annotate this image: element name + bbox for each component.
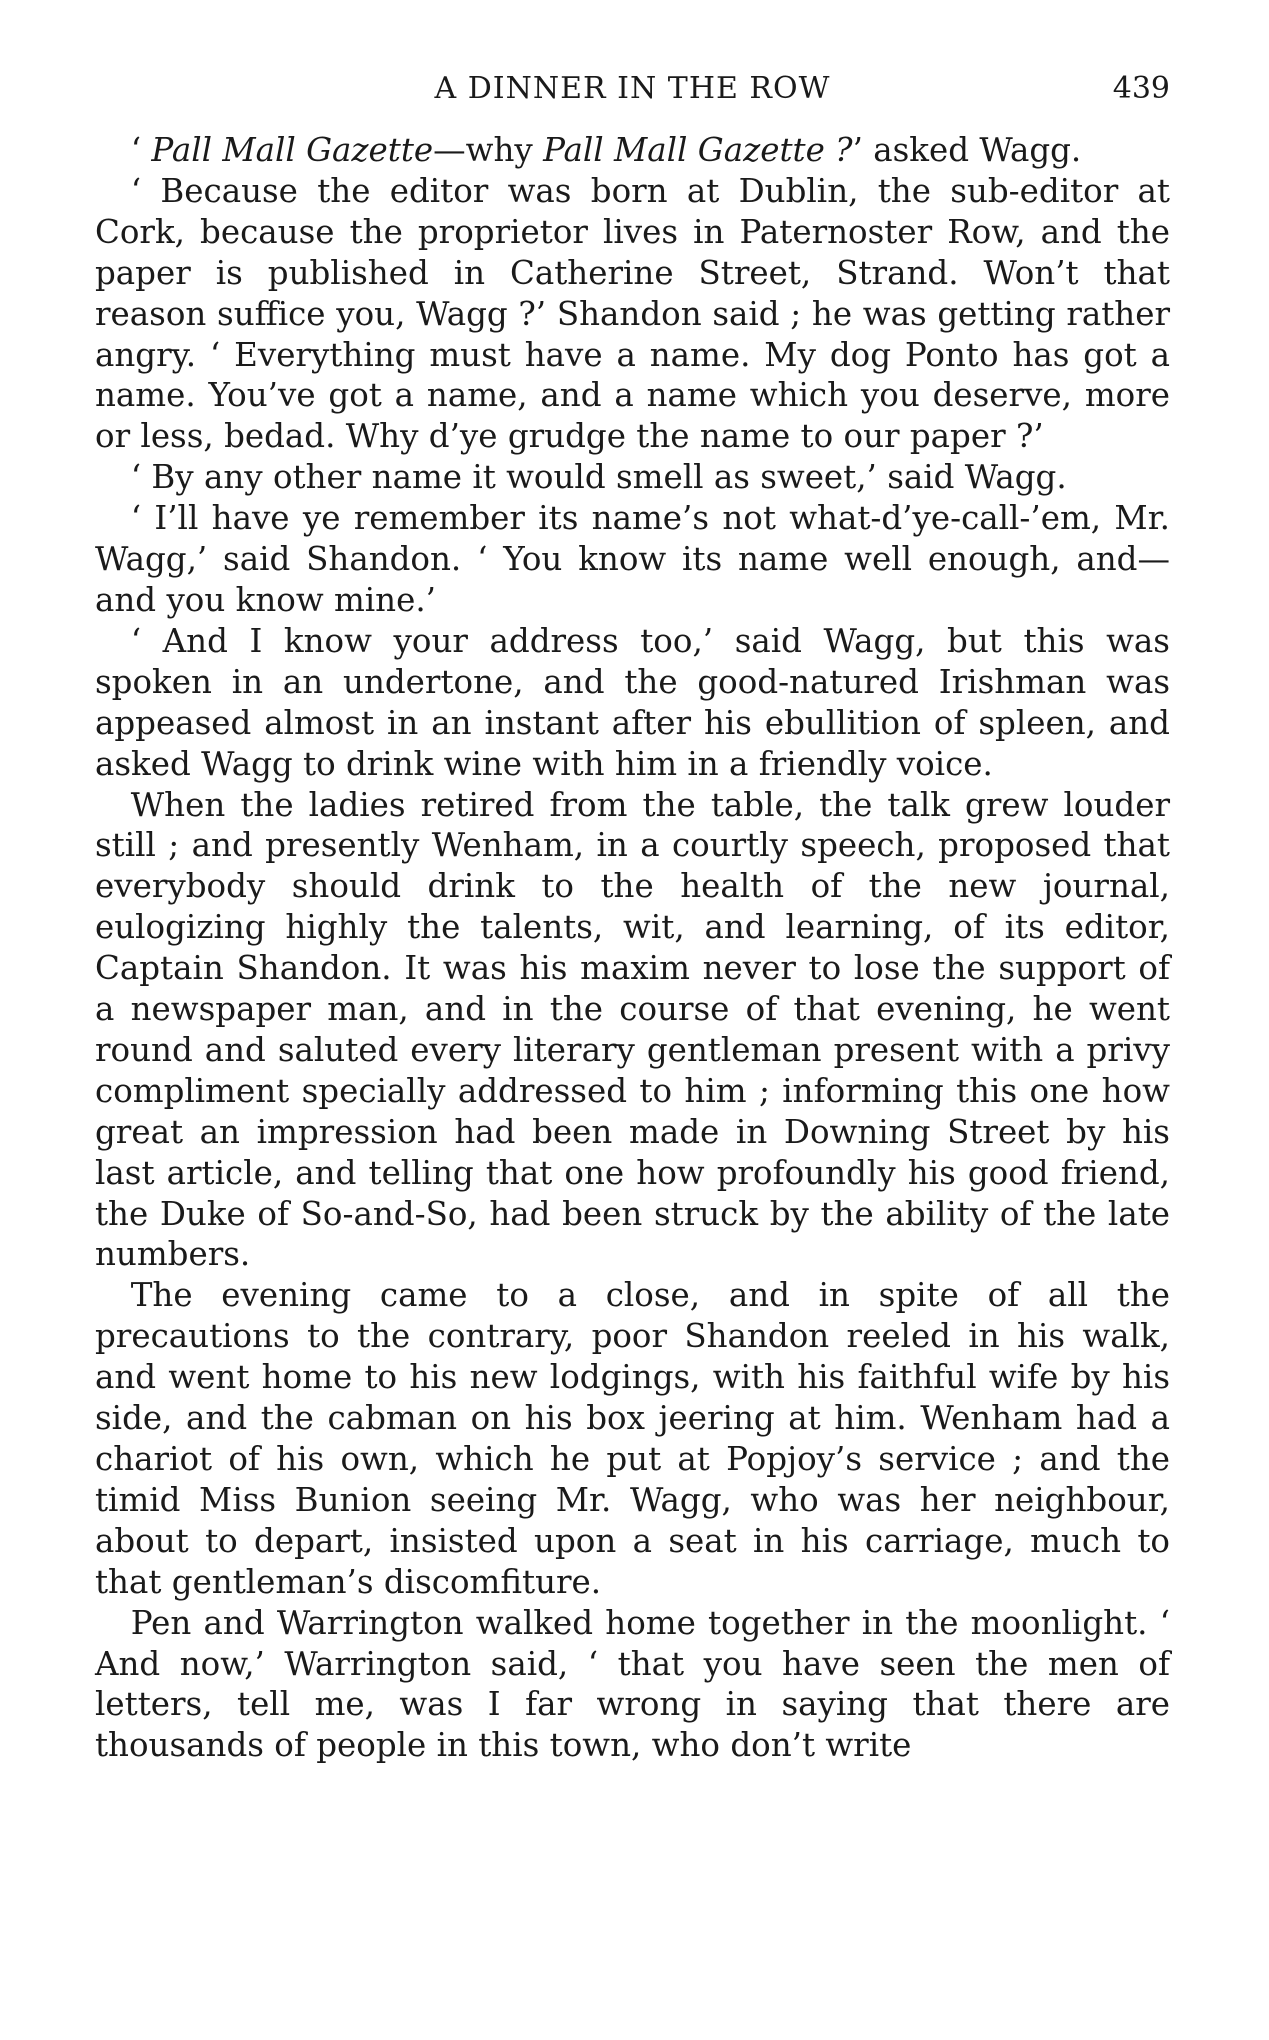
text-segment: ‘ By any other name it would smell as sweet,’ said Wagg. xyxy=(130,458,1067,497)
paragraph xyxy=(95,498,1170,621)
text-body xyxy=(95,130,1170,1766)
text-segment: The evening came to a close, and in spite of all the precautions to the contrary, poor Shandon reeled in his walk, and went home to his new lodgings, with his faithful wife by his side, and the cabman on his box jeering at him. Wenham had a chariot of his own, which he put at Popjoy’s service ; and the timid Miss Bunion seeing Mr. Wagg, who was her neighbour, about to depart, insisted upon a seat in his carriage, much to that gentleman’s discomfiture. xyxy=(95,1276,1170,1601)
paragraph xyxy=(95,1275,1170,1602)
italic-title: Pall Mall Gazette ? xyxy=(543,131,853,169)
text-segment: ‘ Because the editor was born at Dublin, the sub-editor at Cork, because the proprietor lives in Paternoster Row, and the paper is published in Catherine Street, Strand. Won’t that reason suffice you, Wagg ?’ Shandon said ; he was getting rather angry. ‘ Everything must have a name. My dog Ponto has got a name. You’ve got a name, and a name which you deserve, more or less, bedad. Why d’ye grudge the name to our paper ?’ xyxy=(95,171,1170,456)
paragraph xyxy=(95,457,1170,498)
paragraph xyxy=(95,171,1170,457)
paragraph xyxy=(95,130,1170,171)
text-segment: Pen and Warrington walked home together in the moonlight. ‘ And now,’ Warrington said, ‘ that you have seen the men of letters, tell me, was I far wrong in saying that there are thousands of people in this town, who don’t write xyxy=(95,1603,1170,1765)
text-segment: ’ asked Wagg. xyxy=(852,131,1082,169)
text-segment: ‘ I’ll have ye remember its name’s not what-d’ye-call-’em, Mr. Wagg,’ said Shandon. ‘ You know its name well enough, and—and you know mine.’ xyxy=(95,499,1170,619)
page-number: 439 xyxy=(1112,71,1170,106)
text-segment: When the ladies retired from the table, the talk grew louder still ; and presently Wenham, in a courtly speech, proposed that everybody should drink to the health of the new journal, eulogizing highly the talents, wit, and learning, of its editor, Captain Shandon. It was his maxim never to lose the support of a newspaper man, and in the course of that evening, he went round and saluted every literary gentleman present with a privy compliment specially addressed to him ; informing this one how great an impression had been made in Downing Street by his last article, and telling that one how profoundly his good friend, the Duke of So-and-So, had been struck by the ability of the late numbers. xyxy=(95,785,1170,1274)
text-segment: ‘ xyxy=(130,131,152,169)
running-head xyxy=(95,64,1170,114)
text-segment: —why xyxy=(433,131,544,169)
paragraph xyxy=(95,621,1170,785)
paragraph xyxy=(95,1603,1170,1767)
running-title: A DINNER IN THE ROW xyxy=(434,71,831,106)
paragraph xyxy=(95,785,1170,1276)
text-segment: ‘ And I know your address too,’ said Wagg, but this was spoken in an undertone, and the good-natured Irishman was appeased almost in an instant after his ebullition of spleen, and asked Wagg to drink wine with him in a friendly voice. xyxy=(95,621,1170,783)
italic-title: Pall Mall Gazette xyxy=(151,131,434,169)
